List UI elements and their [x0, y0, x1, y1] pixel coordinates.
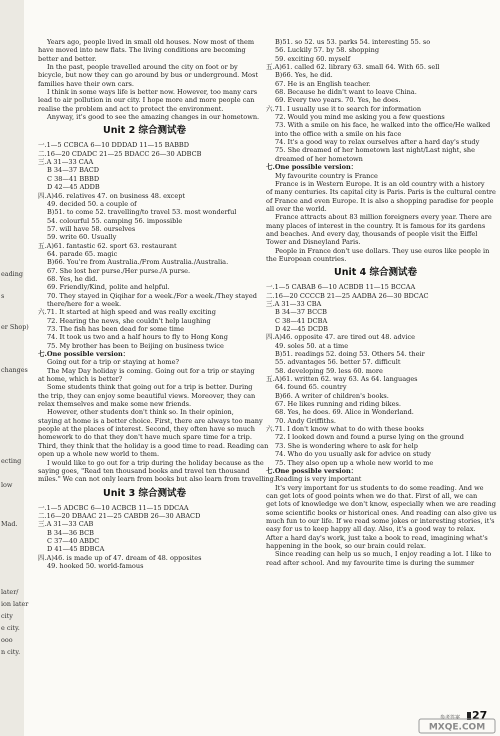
- answer-line: of France and even Europe. It is also a shopping paradise for people: [266, 196, 494, 205]
- answer-line: families have their own cars.: [38, 79, 134, 88]
- answer-line: C 38—41 BBBD: [47, 174, 100, 183]
- unit-heading: Unit 2 综合测试卷: [103, 125, 186, 137]
- unit-heading: Unit 3 综合测试卷: [103, 487, 186, 499]
- answer-line: much fun to our life. If we read some jokes or interesting stories, it's: [266, 516, 495, 525]
- answer-line: 一.1—5 ADCBC 6—10 ACBCB 11—15 DDCAA: [38, 503, 189, 512]
- answer-line: 67. He is an English teacher.: [275, 79, 371, 88]
- answer-line: B)66. You're from Australia./From Australia./Australia.: [47, 258, 229, 267]
- answer-line: 六.71. I don't know what to do with these books: [266, 425, 424, 434]
- answer-line: can get lots of good points when we do that. First of all, we can: [266, 491, 478, 500]
- answer-line: 55. advantages 56. better 57. difficult: [275, 358, 401, 367]
- answer-line: get lots of knowledge we don't know, especially when we are reading: [266, 500, 496, 509]
- answer-line: 五.A)61. written 62. way 63. As 64. languages: [266, 375, 418, 384]
- answer-line: relax themselves and make some new friends.: [38, 400, 192, 409]
- answer-line: 68. Yes, he does. 69. Alice in Wonderland.: [275, 408, 414, 417]
- answer-line: B)51. readings 52. doing 53. Others 54. their: [275, 350, 425, 359]
- answer-line: B 34—36 BCB: [47, 528, 94, 537]
- answer-line: France is in Western Europe. It is an old country with a history: [275, 179, 485, 188]
- answer-line: dreamed of her hometown: [275, 154, 363, 163]
- answer-line: Reading is very important: [275, 475, 362, 484]
- answer-line: Since reading can help us so much, I enjoy reading a lot. I like to: [275, 550, 492, 559]
- answer-line: of many centuries. Its capital city is Paris. Paris is the cultural centre: [266, 188, 496, 197]
- unit-heading: Unit 4 综合测试卷: [334, 267, 417, 279]
- margin-fragment: later/: [1, 588, 19, 596]
- answer-line: B)51. to come 52. travelling/to travel 53. most wonderful: [47, 208, 237, 217]
- answer-line: open up a whole new world to them.: [38, 450, 160, 459]
- answer-line: 六.71. I usually use it to search for information: [266, 104, 422, 113]
- answer-line: have moved into new flats. The living conditions are becoming: [38, 46, 246, 55]
- margin-fragment: er Shop): [1, 323, 29, 331]
- answer-line: 三.A 31—33 CBA: [266, 299, 322, 308]
- answer-line: B)51. so 52. us 53. parks 54. interesting 55. so: [275, 38, 431, 46]
- answer-line: 二.16—20 CDADC 21—25 BDACC 26—30 ADBCB: [38, 149, 202, 158]
- answer-line: 六.71. It started at high speed and was really exciting: [38, 308, 216, 317]
- answer-line: saying goes, "Read ten thousand books and travel ten thousand: [38, 466, 250, 475]
- margin-fragment: city: [1, 612, 13, 620]
- answer-line: 74. Who do you usually ask for advice on study: [275, 450, 432, 459]
- answer-line: 57. will have 58. ourselves: [47, 224, 136, 233]
- answer-line: homework to do that they don't have much spare time for a trip.: [38, 433, 252, 442]
- section-label: 七.One possible version：: [266, 466, 358, 475]
- answer-line: people at the places of interest. Second, they often have so much: [38, 425, 255, 434]
- answer-line: and beaches. And every day, thousands of people visit the Eiffel: [266, 229, 478, 238]
- answer-line: B 34—37 BCCB: [275, 308, 327, 317]
- section-label: 七.One possible version：: [38, 350, 130, 359]
- answer-line: 67. She lost her purse./Her purse./A purse.: [47, 266, 191, 275]
- answer-line: 二.16—20 CCCCB 21—25 AADBA 26—30 BDCAC: [266, 291, 429, 300]
- answer-line: Anyway, it's good to see the amazing changes in our hometown.: [47, 113, 260, 122]
- answer-line: happening in the book, so our brain could relax.: [266, 541, 426, 550]
- answer-line: Years ago, people lived in small old houses. Now most of them: [47, 38, 255, 46]
- answer-line: 三.A 31—33 CAA: [38, 158, 94, 167]
- left-column: [38, 38, 276, 704]
- answer-line: 二.16—20 DBAAC 21—25 CABDB 26—30 ABACD: [38, 511, 201, 520]
- answer-line: 三.A 31—33 CAB: [38, 520, 94, 529]
- answer-line: miles." We can not only learn from books but also learn from travelling.: [38, 475, 276, 484]
- answer-line: 一.1—5 CCBCA 6—10 DDDAD 11—15 BABBD: [38, 141, 189, 150]
- answer-line: the European countries.: [266, 254, 347, 263]
- answer-line: It's very important for us students to do some reading. And we: [275, 483, 484, 492]
- margin-fragment: s: [1, 292, 5, 300]
- margin-fragment: eading: [1, 270, 23, 278]
- answer-line: bicycle, but now they can go around by bus or underground. Most: [38, 71, 258, 80]
- margin-fragment: Mad.: [1, 520, 18, 528]
- answer-line: 72. Would you mind me asking you a few questions: [275, 113, 445, 122]
- answer-line: 68. Yes, he did.: [47, 274, 98, 283]
- watermark-logo-icon: [418, 718, 496, 734]
- margin-fragment: ecting: [1, 457, 22, 465]
- margin-fragment: ion later: [1, 600, 29, 608]
- answer-line: C 38—41 DCBA: [275, 316, 328, 325]
- answer-line: 54. colourful 55. camping 56. impossible: [47, 216, 183, 225]
- answer-line: My favourite country is France: [275, 171, 378, 180]
- answer-line: C 37—40 ABDC: [47, 536, 100, 545]
- answer-line: 72. Hearing the news, she couldn't help laughing: [47, 316, 211, 325]
- answer-line: 五.A)61. fantastic 62. sport 63. restaurant: [38, 241, 177, 250]
- answer-line: 73. The fish has been dead for some time: [47, 325, 184, 333]
- answer-line: 五.A)61. called 62. library 63. small 64. With 65. sell: [266, 63, 440, 72]
- answer-line: 49. soles 50. at a time: [275, 341, 349, 350]
- section-label: 七.One possible version：: [266, 163, 358, 172]
- answer-line: However, other students don't think so. In their opinion,: [47, 408, 234, 417]
- answer-line: many places of interest in the country. It is famous for its gardens: [266, 221, 486, 230]
- answer-line: into the office with a smile on his face: [275, 129, 402, 138]
- answer-line: 72. I looked down and found a purse lying on the ground: [275, 433, 464, 442]
- answer-line: realise the problem and act to protect the environment.: [38, 104, 224, 113]
- answer-line: B)66. Yes, he did.: [275, 71, 333, 80]
- answer-line: 67. He likes running and riding bikes.: [275, 400, 401, 409]
- answer-line: 59. exciting 60. myself: [275, 54, 351, 63]
- answer-line: 58. developing 59. less 60. more: [275, 366, 383, 375]
- answer-line: D 42—45 DCDB: [275, 325, 328, 333]
- answer-line: 64. found 65. country: [275, 383, 347, 392]
- answer-line: The May Day holiday is coming. Going out for a trip or staying: [47, 366, 255, 375]
- answer-line: After a hard day's work, just take a book to read, imagining what's: [266, 533, 488, 542]
- watermark-text: MXQE.COM: [428, 722, 486, 733]
- answer-line: 73. She is wondering where to ask for help: [275, 441, 418, 450]
- answer-line: 59. write 60. Usually: [47, 233, 117, 242]
- answer-line: 64. parade 65. magic: [47, 249, 118, 258]
- answer-line: I think in some ways life is better now. However, too many cars: [47, 88, 258, 97]
- answer-line: In the past, people travelled around the city on foot or by: [47, 63, 238, 72]
- answer-line: easy for us to keep happy all day. Also, it's a good way to relax.: [266, 525, 476, 534]
- previous-page-margin-strip: [0, 0, 29, 736]
- right-column: [266, 38, 497, 694]
- answer-line: read after school. And my favourite time is during the summer: [266, 558, 475, 567]
- answer-line: 四.A)46. opposite 47. are tired out 48. advice: [266, 333, 415, 342]
- answer-line: 73. With a smile on his face, he walked into the office/He walked: [275, 121, 491, 130]
- answer-line: the trip, they can enjoy some beautiful views. Moreover, they can: [38, 391, 256, 400]
- answer-line: Third, they think that the holiday is a good time to read. Reading can: [38, 441, 269, 450]
- answer-line: 74. It took us two and a half hours to fly to Hong Kong: [47, 333, 228, 342]
- answer-line: 49. decided 50. a couple of: [47, 199, 137, 208]
- answer-line: 四.A)46. relatives 47. on business 48. except: [38, 191, 186, 200]
- answer-line: 69. Every two years. 70. Yes, he does.: [275, 96, 401, 105]
- answer-line: I would like to go out for a trip during the holiday because as the: [47, 458, 264, 467]
- answer-line: 69. Friendly/Kind, polite and helpful.: [47, 283, 170, 292]
- answer-line: 68. Because he didn't want to leave China.: [275, 88, 417, 97]
- answer-line: D 42—45 ADDB: [47, 183, 100, 192]
- page-number-text: 27: [472, 709, 488, 722]
- answer-line: at home, which is better?: [38, 375, 123, 384]
- answer-line: 56. Luckily 57. by 58. shopping: [275, 46, 380, 55]
- answer-line: Some students think that going out for a trip is better. During: [47, 383, 253, 392]
- answer-line: D 41—45 BDBCA: [47, 545, 105, 554]
- answer-line: People in France don't use dollars. They use euros like people in: [275, 246, 490, 255]
- margin-fragment: ooo: [1, 636, 13, 644]
- answer-line: B 34—37 BACD: [47, 166, 99, 175]
- answer-line: Tower and Disneyland Paris.: [266, 238, 361, 247]
- answer-line: all over the world.: [266, 204, 327, 213]
- answer-line: 75. My brother has been to Beijing on business twice: [47, 341, 224, 350]
- answer-line: 70. They stayed in Qiqihar for a week./For a week./They stayed: [47, 291, 257, 300]
- answer-line: France attracts about 83 million foreigners every year. There are: [275, 213, 492, 222]
- answer-line: 75. She dreamed of her hometown last night/Last night, she: [275, 146, 475, 155]
- margin-fragment: e city.: [1, 624, 20, 632]
- margin-fragment: n city.: [1, 648, 21, 656]
- answer-line: 49. hooked 50. world-famous: [47, 561, 144, 570]
- answer-line: staying at home is a better choice. First, there are always too many: [38, 416, 263, 425]
- answer-line: better and better.: [38, 54, 97, 63]
- margin-fragment: changes: [1, 366, 28, 374]
- margin-fragment: low: [1, 481, 13, 489]
- answer-line: 75. They also open up a whole new world to me: [275, 458, 434, 467]
- answer-line: lead to air pollution in our city. I hope more and more people can: [38, 96, 255, 105]
- answer-line: B)66. A writer of children's books.: [275, 391, 389, 400]
- answer-line: 70. Andy Griffiths.: [275, 416, 336, 425]
- answer-line: 74. It's a good way to relax ourselves after a hard day's study: [275, 138, 480, 147]
- answer-line: 四.A)46. is made up of 47. dream of 48. opposites: [38, 553, 202, 562]
- answer-line: some scientific books or historical ones. And reading can also give us: [266, 508, 497, 517]
- answer-line: there/here for a week.: [47, 299, 122, 308]
- footer-label: 参考答案: [440, 715, 461, 721]
- answer-line: 一.1—5 CABAB 6—10 ACBDB 11—15 BCCAA: [266, 283, 416, 292]
- answer-line: Going out for a trip or staying at home?: [47, 358, 180, 367]
